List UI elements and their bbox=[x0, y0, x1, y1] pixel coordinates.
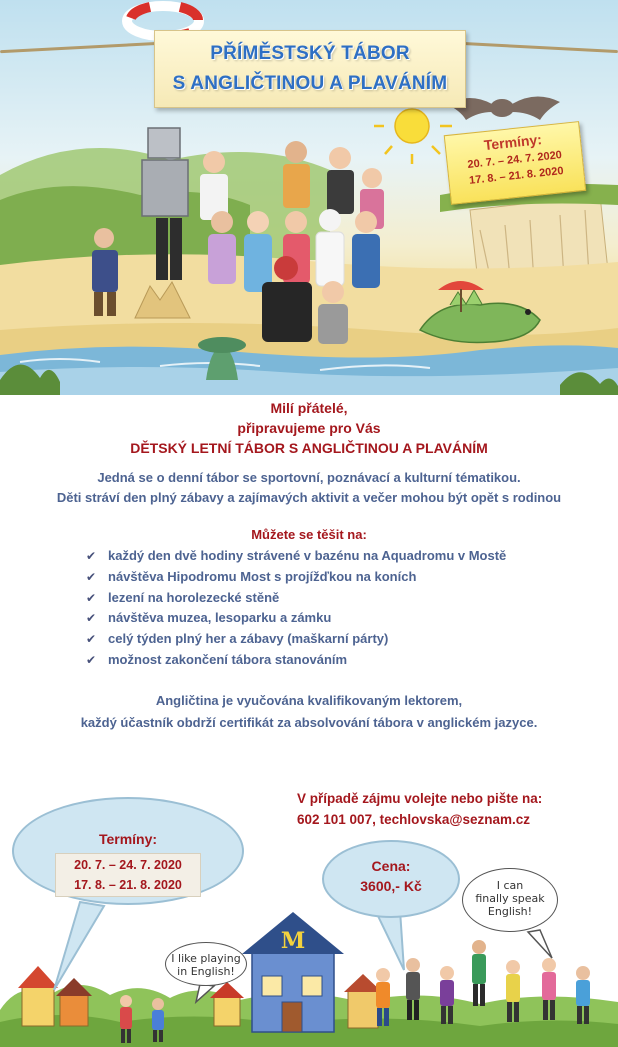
terms-dates-box bbox=[55, 853, 201, 897]
list-item: ✔ každý den dvě hodiny strávené v bazénu na Aquadromu v Mostě bbox=[86, 546, 506, 567]
contact-line-1: V případě zájmu volejte nebo pište na: bbox=[297, 791, 543, 806]
title-line-1: PŘÍMĚSTSKÝ TÁBOR bbox=[210, 43, 410, 64]
english-section bbox=[0, 690, 618, 734]
checkmark-icon: ✔ bbox=[86, 652, 97, 667]
checkmark-icon: ✔ bbox=[86, 549, 97, 563]
benefits-title-wrap bbox=[0, 525, 618, 545]
description-section bbox=[0, 468, 618, 508]
terms-bubble-title: Termíny: bbox=[98, 831, 158, 847]
checkmark-icon: ✔ bbox=[86, 569, 97, 584]
title-line-2: S ANGLIČTINOU A PLAVÁNÍM bbox=[172, 73, 448, 94]
checkmark-icon: ✔ bbox=[86, 590, 97, 605]
preparing-text: připravujeme pro Vás bbox=[237, 420, 381, 436]
price-label: Cena: bbox=[371, 858, 411, 874]
benefits-title: Můžete se těšit na: bbox=[251, 527, 367, 542]
contact-line-2: 602 101 007, techlovska@seznam.cz bbox=[297, 812, 531, 827]
list-item: ✔ lezení na horolezecké stěně bbox=[86, 588, 506, 609]
benefits-list bbox=[86, 546, 506, 671]
blue-house-graphic bbox=[242, 912, 344, 1032]
terms-bubble bbox=[12, 797, 244, 905]
list-item: ✔ návštěva muzea, lesoparku a zámku bbox=[86, 608, 506, 629]
contact-section bbox=[297, 788, 542, 830]
english-line-2: každý účastník obdrží certifikát za absolvování tábora v anglickém jazyce. bbox=[80, 715, 538, 730]
house-sign: M bbox=[280, 928, 306, 954]
greeting: Milí přátelé, bbox=[270, 400, 348, 416]
description-line-2: Děti stráví den plný zábavy a zajímavých aktivit a večer mohou být opět s rodinou bbox=[56, 490, 562, 505]
list-item: ✔ možnost zakončení tábora stanováním bbox=[86, 650, 506, 671]
list-item: ✔ celý týden plný her a zábavy (maškarní párty) bbox=[86, 629, 506, 650]
hero-terms-date-1: 20. 7. – 24. 7. 2020 bbox=[466, 149, 563, 171]
list-item: ✔ návštěva Hipodromu Most s projížďkou na koních bbox=[86, 567, 506, 588]
hero-terms-date-2: 17. 8. – 21. 8. 2020 bbox=[468, 165, 565, 187]
price-value: 3600,- Kč bbox=[360, 878, 422, 894]
description-line-1: Jedná se o denní tábor se sportovní, poznávací a kulturní tématikou. bbox=[97, 470, 521, 485]
checkmark-icon: ✔ bbox=[86, 632, 97, 647]
headline: DĚTSKÝ LETNÍ TÁBOR S ANGLIČTINOU A PLAVÁNÍM bbox=[130, 440, 488, 456]
terms-date-1: 20. 7. – 24. 7. 2020 bbox=[74, 858, 182, 872]
english-line-1: Angličtina je vyučována kvalifikovaným lektorem, bbox=[155, 693, 463, 708]
terms-date-2: 17. 8. – 21. 8. 2020 bbox=[74, 878, 182, 892]
checkmark-icon: ✔ bbox=[86, 611, 97, 626]
hero-terms-sign bbox=[444, 121, 587, 205]
speech-bubble-left: I like playing in English! bbox=[165, 942, 247, 986]
hero-terms-title: Termíny: bbox=[483, 131, 543, 154]
price-bubble bbox=[322, 840, 460, 918]
intro-section bbox=[0, 398, 618, 458]
hero-illustration bbox=[0, 0, 618, 395]
speech-bubble-right: I can finally speak English! bbox=[462, 868, 558, 932]
title-banner bbox=[154, 30, 466, 108]
